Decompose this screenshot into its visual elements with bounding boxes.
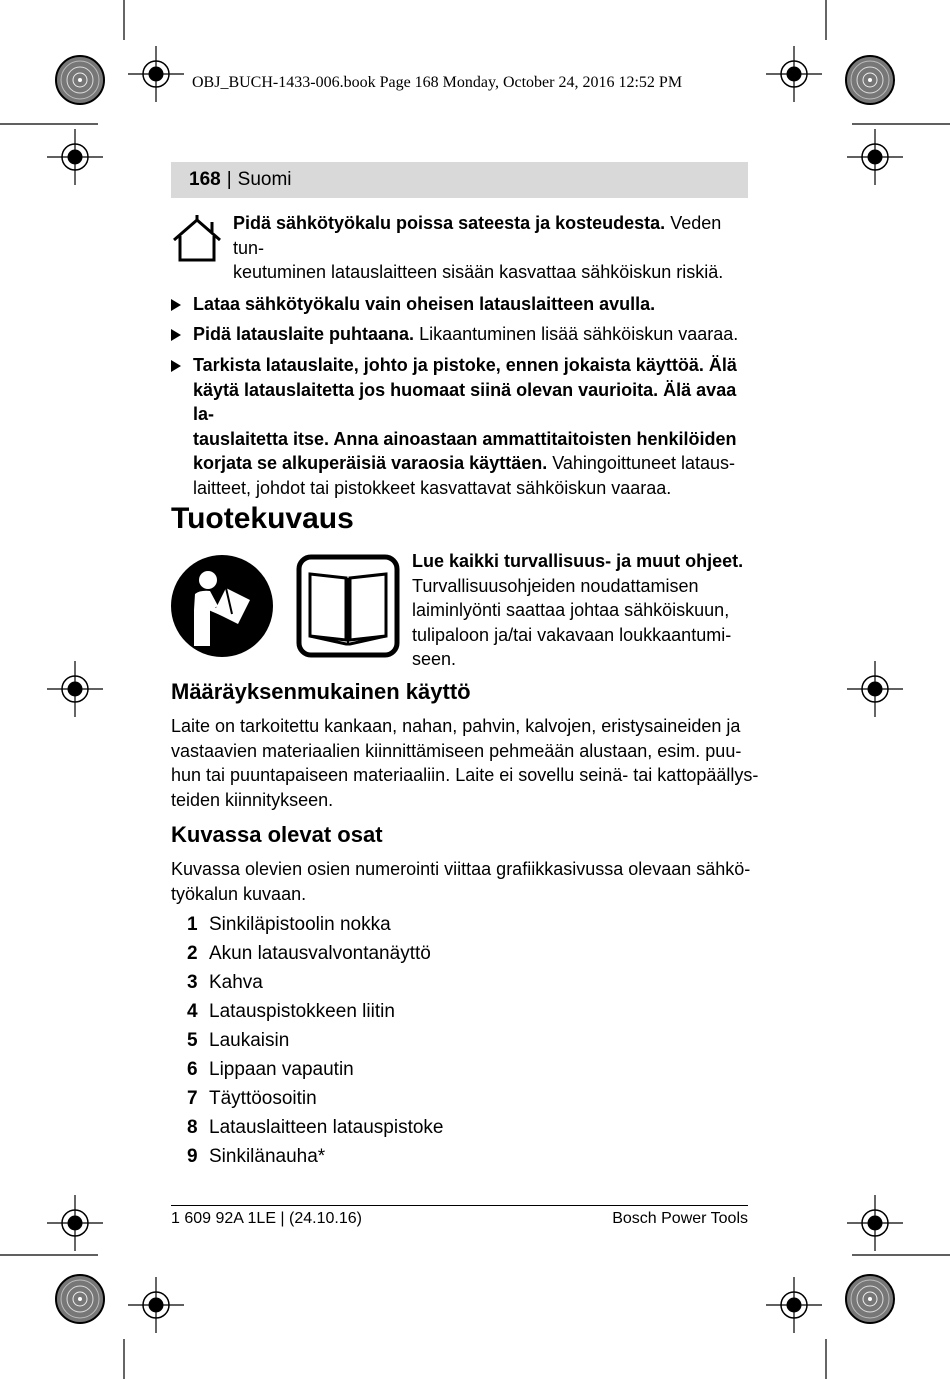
parts-list — [171, 910, 571, 1171]
read-instructions-text — [412, 549, 752, 672]
item-label: Latauslaitteen latauspistoke — [209, 1116, 444, 1138]
item-number: 5 — [187, 1029, 198, 1051]
item-label: Akun latausvalvontanäyttö — [209, 942, 431, 964]
header-separator: | — [226, 169, 232, 190]
parts-intro — [171, 857, 761, 906]
list-item — [171, 1142, 571, 1171]
item-number: 2 — [187, 942, 198, 964]
bullet-triangle-icon — [171, 299, 181, 311]
item-label: Lippaan vapautin — [209, 1058, 354, 1080]
bullet-bold: Tarkista latauslaite, johto ja pistoke, ennen jokaista käyttöä. Älä — [193, 355, 737, 375]
bullet-bold: Pidä latauslaite puhtaana. — [193, 324, 415, 344]
list-item — [171, 968, 571, 997]
list-item — [171, 1055, 571, 1084]
item-label: Täyttöosoitin — [209, 1087, 317, 1109]
footer-brand: Bosch Power Tools — [612, 1210, 748, 1227]
read-instructions-line: tulipaloon ja/tai vakavaan loukkaantumi- — [412, 624, 732, 645]
footer-doc-number: 1 609 92A 1LE | (24.10.16) — [171, 1210, 362, 1227]
bullet-bold: tauslaitetta itse. Anna ainoastaan ammattitaitoisten henkilöiden — [193, 428, 737, 449]
warning-bold: Pidä sähkötyökalu poissa sateesta ja kosteudesta. — [233, 213, 666, 233]
warning-line1-rest: Veden tun- — [233, 213, 722, 258]
parts-intro-line: työkalun kuvaan. — [171, 883, 307, 904]
bullet-item — [171, 292, 655, 317]
bullet-normal: laitteet, johdot tai pistokkeet kasvattavat sähköiskun vaaraa. — [193, 477, 672, 498]
intended-use-text — [171, 714, 761, 812]
item-label: Sinkilänauha* — [209, 1145, 326, 1167]
item-label: Kahva — [209, 971, 263, 993]
list-item — [171, 1026, 571, 1055]
parts-heading: Kuvassa olevat osat — [171, 822, 383, 847]
section-title: Tuotekuvaus — [171, 502, 354, 535]
bullet-item — [171, 322, 738, 347]
item-label: Laukaisin — [209, 1029, 290, 1051]
read-instructions-bold: Lue kaikki turvallisuus- ja muut ohjeet. — [412, 551, 744, 571]
parts-intro-line: Kuvassa olevien osien numerointi viittaa grafiikkasivussa olevaan sähkö- — [171, 859, 751, 879]
item-number: 8 — [187, 1116, 198, 1138]
page-header — [171, 162, 748, 198]
person-reading-icon — [170, 554, 274, 658]
bullet-bold: Lataa sähkötyökalu vain oheisen latauslaitteen avulla. — [193, 294, 656, 314]
item-number: 4 — [187, 1000, 198, 1022]
intended-use-line: hun tai puuntapaiseen materiaaliin. Laite ei sovellu seinä- tai kattopäällys- — [171, 765, 759, 785]
warning-line2: keutuminen latauslaitteen sisään kasvattaa sähköiskun riskiä. — [233, 262, 724, 282]
bullet-triangle-icon — [171, 329, 181, 341]
read-instructions-line: laiminlyönti saattaa johtaa sähköiskuun, — [412, 600, 730, 620]
item-label: Sinkiläpistoolin nokka — [209, 913, 391, 935]
intended-use-line: Laite on tarkoitettu kankaan, nahan, pahvin, kalvojen, eristysaineiden ja — [171, 716, 741, 736]
item-number: 7 — [187, 1087, 198, 1109]
intended-use-line: teiden kiinnitykseen. — [171, 789, 334, 810]
open-book-icon — [296, 554, 400, 658]
list-item — [171, 939, 571, 968]
list-item — [171, 1113, 571, 1142]
footer-rule — [171, 1205, 748, 1206]
bullet-item — [171, 353, 761, 500]
page-number: 168 — [189, 169, 221, 190]
read-instructions-line: Turvallisuusohjeiden noudattamisen — [412, 575, 699, 596]
bullet-triangle-icon — [171, 360, 181, 372]
house-icon — [170, 212, 224, 264]
list-item — [171, 1084, 571, 1113]
bullet-bold: korjata se alkuperäisiä varaosia käyttäen. — [193, 453, 548, 473]
item-number: 1 — [187, 913, 198, 935]
bullet-bold: käytä latauslaitetta jos huomaat siinä olevan vaurioita. Älä avaa la- — [193, 379, 737, 424]
list-item — [171, 997, 571, 1026]
book-info-line: OBJ_BUCH-1433-006.book Page 168 Monday, October 24, 2016 12:52 PM — [192, 74, 683, 91]
item-number: 6 — [187, 1058, 198, 1080]
intended-use-line: vastaavien materiaalien kiinnittämiseen pehmeään alustaan, esim. puu- — [171, 740, 742, 761]
bullet-normal: Vahingoittuneet lataus- — [547, 453, 736, 473]
item-label: Latauspistokkeen liitin — [209, 1000, 395, 1022]
item-number: 9 — [187, 1145, 198, 1167]
bullet-normal: Likaantuminen lisää sähköiskun vaaraa. — [414, 324, 739, 344]
intended-use-heading: Määräyksenmukainen käyttö — [171, 679, 471, 704]
header-section: Suomi — [237, 169, 292, 190]
warning-text — [233, 211, 753, 285]
read-instructions-line: seen. — [412, 649, 457, 669]
list-item — [171, 910, 571, 939]
item-number: 3 — [187, 971, 198, 993]
